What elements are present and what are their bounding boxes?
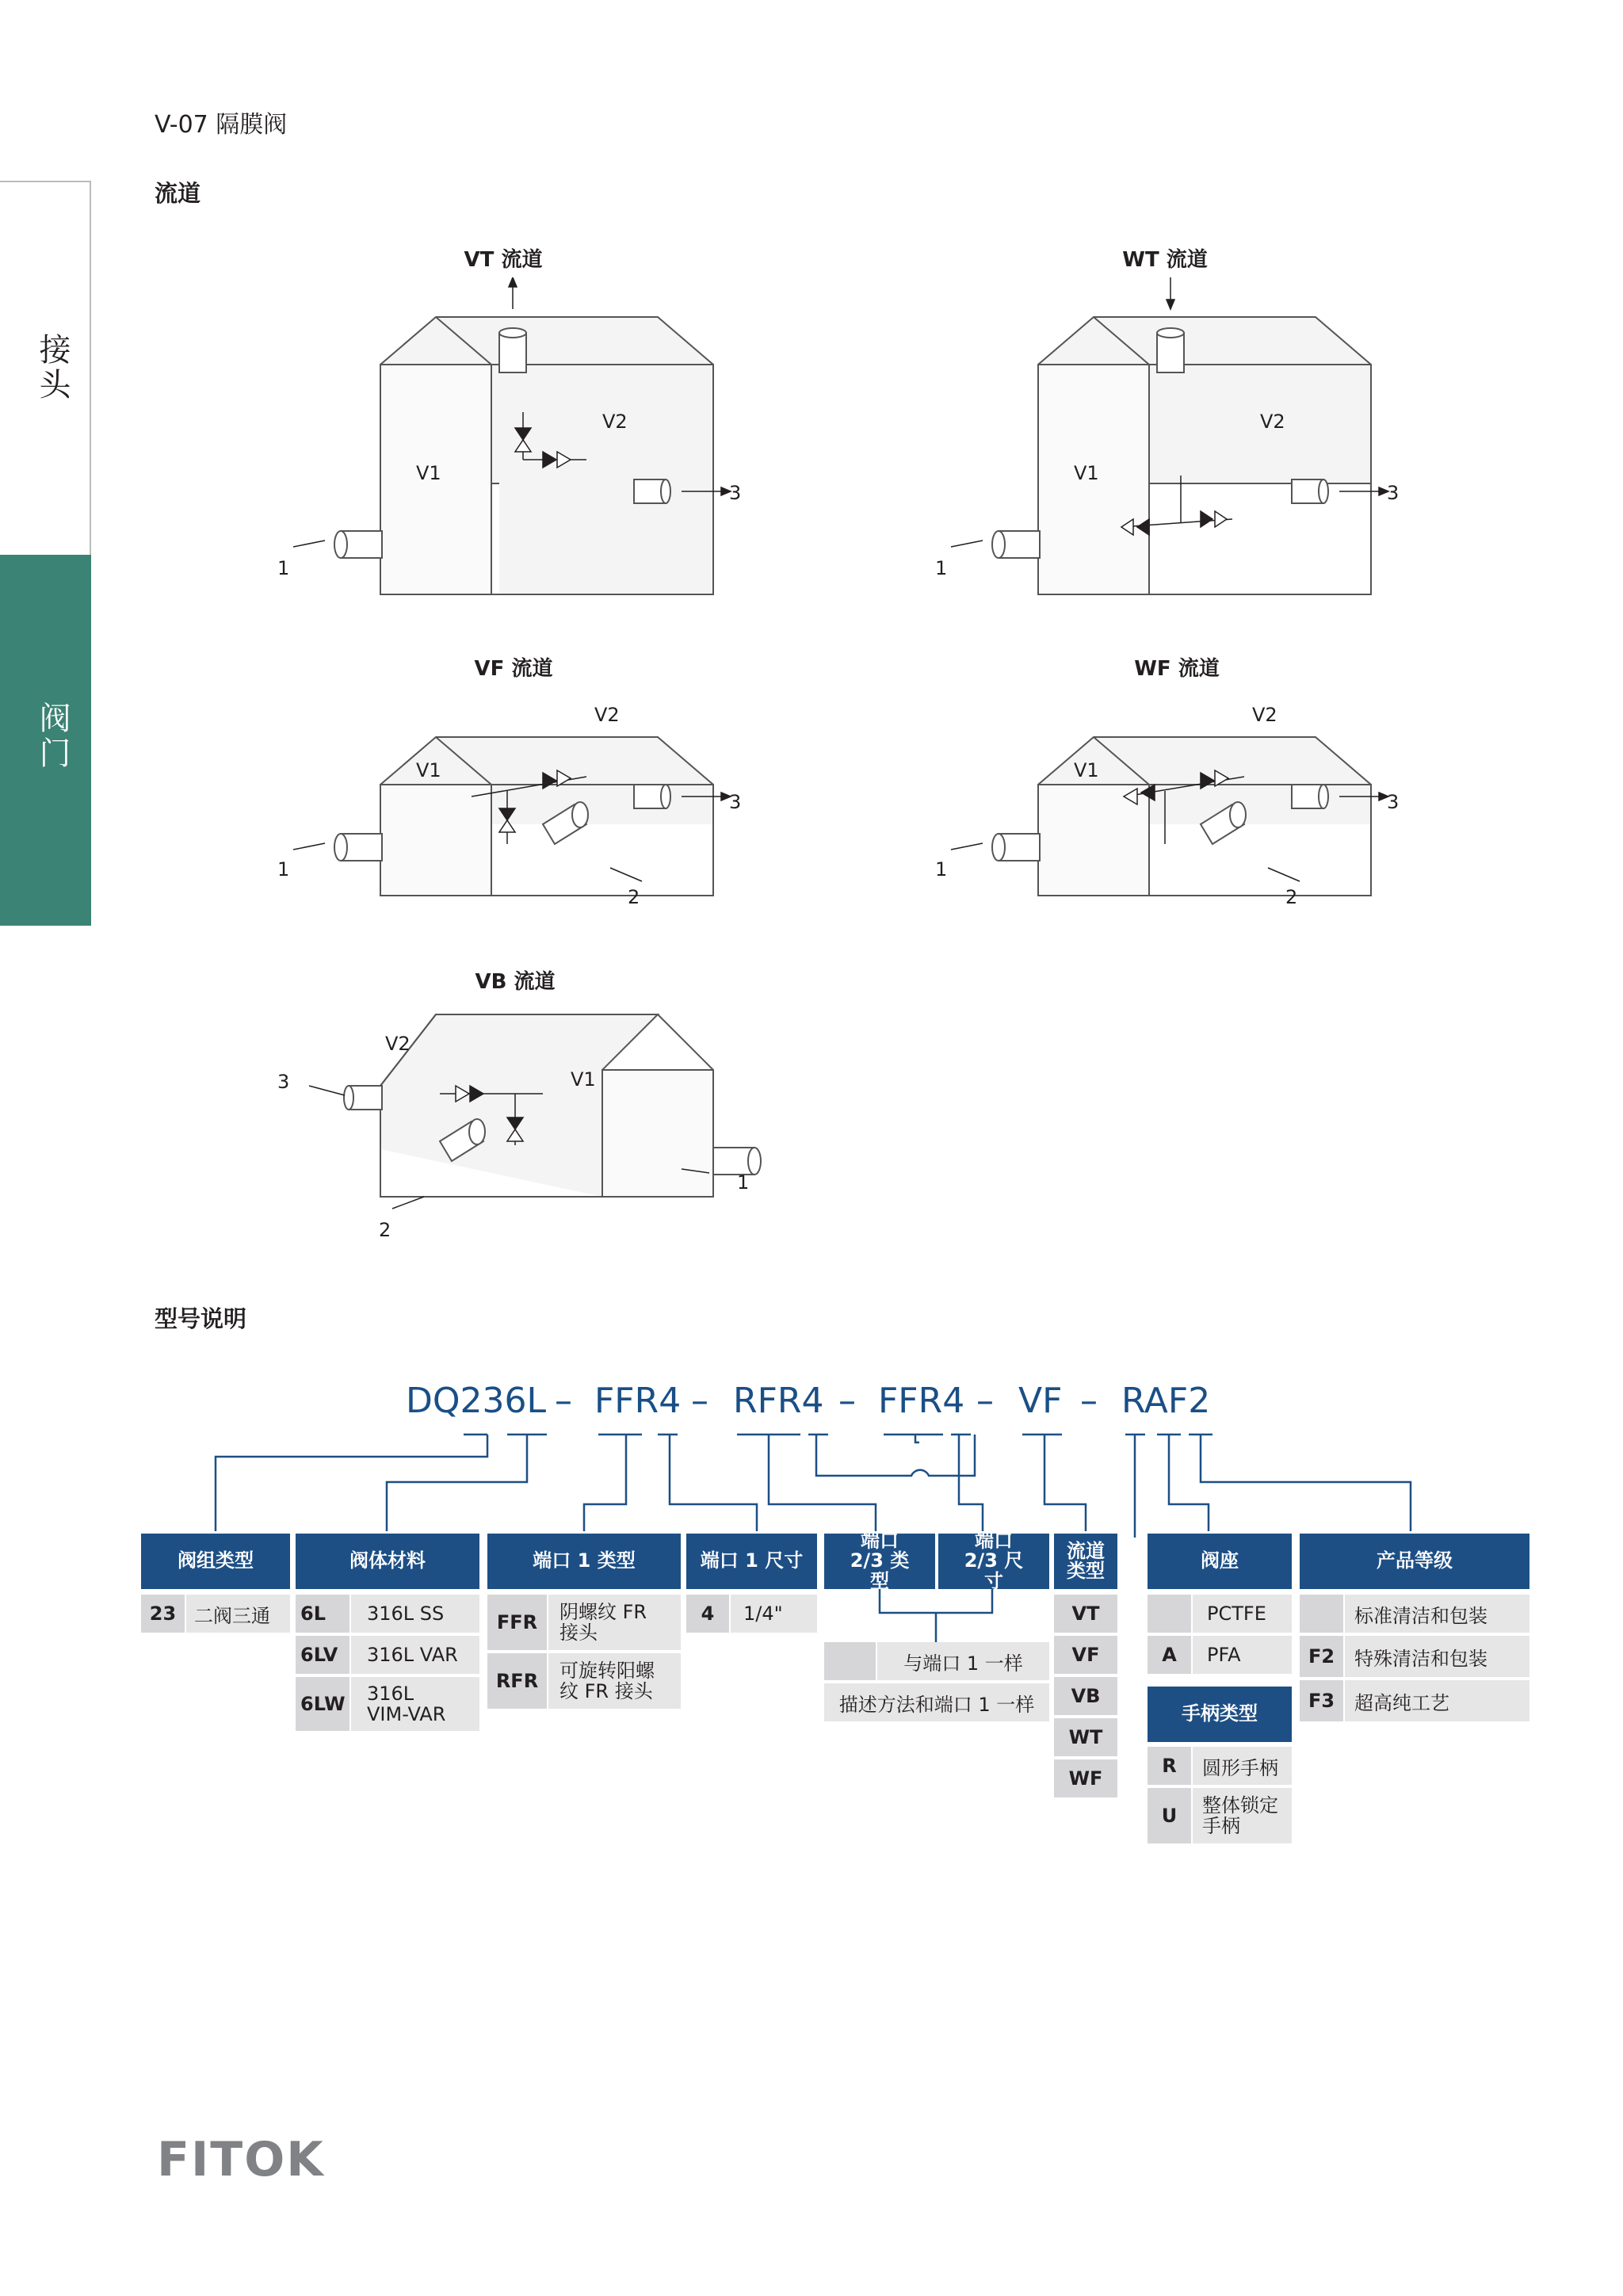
svg-text:V2: V2 [594, 704, 620, 726]
header-seat: 阀座 [1148, 1534, 1292, 1589]
svg-text:V1: V1 [1074, 462, 1099, 484]
model-part-port1: FFR4 [594, 1381, 682, 1421]
desc-grade-special: 特殊清洁和包装 [1345, 1636, 1529, 1677]
diagram-title-vt: VT 流道 [464, 248, 543, 272]
svg-text:3: 3 [277, 1071, 290, 1093]
model-section-title: 型号说明 [155, 1305, 247, 1332]
code-23: 23 [141, 1595, 185, 1633]
model-part-port3: FFR4 [878, 1381, 965, 1421]
diagram-title-wf: WF 流道 [1134, 657, 1220, 681]
flow-section-title: 流道 [155, 180, 201, 207]
code-vf: VF [1054, 1636, 1117, 1674]
diagram-title-vf: VF 流道 [474, 657, 553, 681]
side-tab-valves[interactable] [0, 555, 91, 926]
model-part-suffix: RAF2 [1121, 1381, 1211, 1421]
desc-pfa: PFA [1193, 1636, 1292, 1674]
code-wf: WF [1054, 1759, 1117, 1797]
desc-ffr: 阴螺纹 FR 接头 [548, 1595, 681, 1650]
desc-6lv: 316L VAR [351, 1636, 479, 1674]
code-f3: F3 [1300, 1680, 1343, 1721]
desc-4: 1/4" [731, 1595, 817, 1633]
flow-diagram-wt [919, 277, 1426, 610]
desc-grade-uhp: 超高纯工艺 [1345, 1680, 1529, 1721]
model-part-base: DQ236L [406, 1381, 547, 1421]
desc-rfr: 可旋转阳螺纹 FR 接头 [548, 1653, 681, 1709]
header-handle: 手柄类型 [1148, 1687, 1292, 1742]
svg-text:2: 2 [628, 886, 640, 908]
svg-text:3: 3 [729, 482, 742, 504]
desc-pctfe: PCTFE [1193, 1595, 1292, 1633]
svg-text:V2: V2 [385, 1033, 411, 1055]
svg-text:3: 3 [1387, 482, 1400, 504]
page-header: V-07 隔膜阀 [155, 111, 288, 139]
desc-port23-method: 描述方法和端口 1 一样 [824, 1683, 1049, 1721]
code-6lw: 6LW [296, 1677, 349, 1731]
desc-port23-same: 与端口 1 一样 [877, 1642, 1049, 1680]
side-tab-fittings-label: 接头 [34, 333, 71, 403]
model-dash: – [555, 1381, 572, 1421]
svg-text:1: 1 [935, 858, 948, 881]
svg-text:V1: V1 [416, 759, 441, 781]
desc-lock-handle: 整体锁定手柄 [1193, 1788, 1292, 1843]
code-6l: 6L [296, 1595, 349, 1633]
flow-diagram-wf [919, 697, 1426, 951]
header-port23-type: 端口 2/3 类型 [824, 1534, 935, 1589]
svg-text:V1: V1 [1074, 759, 1099, 781]
model-dash: – [976, 1381, 994, 1421]
model-part-port2: RFR4 [733, 1381, 824, 1421]
desc-grade-standard: 标准清洁和包装 [1345, 1595, 1529, 1633]
flow-diagram-vf [262, 697, 769, 951]
code-grade-default [1300, 1595, 1343, 1633]
desc-6l: 316L SS [351, 1595, 479, 1633]
svg-text:2: 2 [379, 1219, 391, 1241]
code-f2: F2 [1300, 1636, 1343, 1677]
model-part-flow: VF [1018, 1381, 1063, 1421]
svg-text:V1: V1 [416, 462, 441, 484]
header-port23-size: 端口 2/3 尺寸 [938, 1534, 1049, 1589]
svg-text:V1: V1 [571, 1068, 596, 1091]
port23-bracket [824, 1589, 1054, 1645]
svg-text:1: 1 [935, 557, 948, 579]
svg-text:3: 3 [1387, 791, 1400, 813]
code-r: R [1148, 1747, 1191, 1785]
header-port1-type: 端口 1 类型 [487, 1534, 681, 1589]
header-flow-type: 流道类型 [1054, 1534, 1117, 1589]
v2-label: V2 [602, 411, 628, 433]
code-vt: VT [1054, 1595, 1117, 1633]
diagram-title-wt: WT 流道 [1122, 248, 1208, 272]
model-dash: – [1080, 1381, 1098, 1421]
desc-23: 二阀三通 [186, 1595, 290, 1633]
model-dash: – [691, 1381, 708, 1421]
code-seat-default [1148, 1595, 1191, 1633]
svg-text:1: 1 [277, 557, 290, 579]
svg-text:1: 1 [277, 858, 290, 881]
svg-text:3: 3 [729, 791, 742, 813]
code-a: A [1148, 1636, 1191, 1674]
header-port1-size: 端口 1 尺寸 [686, 1534, 817, 1589]
code-u: U [1148, 1788, 1191, 1843]
header-body-material: 阀体材料 [296, 1534, 479, 1589]
code-6lv: 6LV [296, 1636, 349, 1674]
flow-diagram-vb [262, 1007, 769, 1244]
code-wt: WT [1054, 1718, 1117, 1756]
svg-text:V2: V2 [1252, 704, 1277, 726]
model-dash: – [838, 1381, 856, 1421]
model-connector-lines [0, 1427, 1623, 1538]
desc-6lw: 316L VIM-VAR [351, 1677, 479, 1731]
code-vb: VB [1054, 1677, 1117, 1715]
svg-text:2: 2 [1285, 886, 1298, 908]
desc-round-handle: 圆形手柄 [1193, 1747, 1292, 1785]
svg-text:V2: V2 [1260, 411, 1285, 433]
code-ffr: FFR [487, 1595, 547, 1650]
svg-text:1: 1 [737, 1171, 750, 1194]
code-4: 4 [686, 1595, 729, 1633]
side-tab-fittings[interactable] [0, 181, 91, 555]
code-rfr: RFR [487, 1653, 547, 1709]
fitok-logo: FITOK [157, 2132, 325, 2187]
code-port23-same [824, 1642, 876, 1680]
diagram-title-vb: VB 流道 [475, 970, 556, 994]
flow-diagram-vt [262, 277, 769, 610]
header-valve-group: 阀组类型 [141, 1534, 290, 1589]
side-tab-valves-label: 阀门 [34, 701, 71, 771]
header-grade: 产品等级 [1300, 1534, 1529, 1589]
